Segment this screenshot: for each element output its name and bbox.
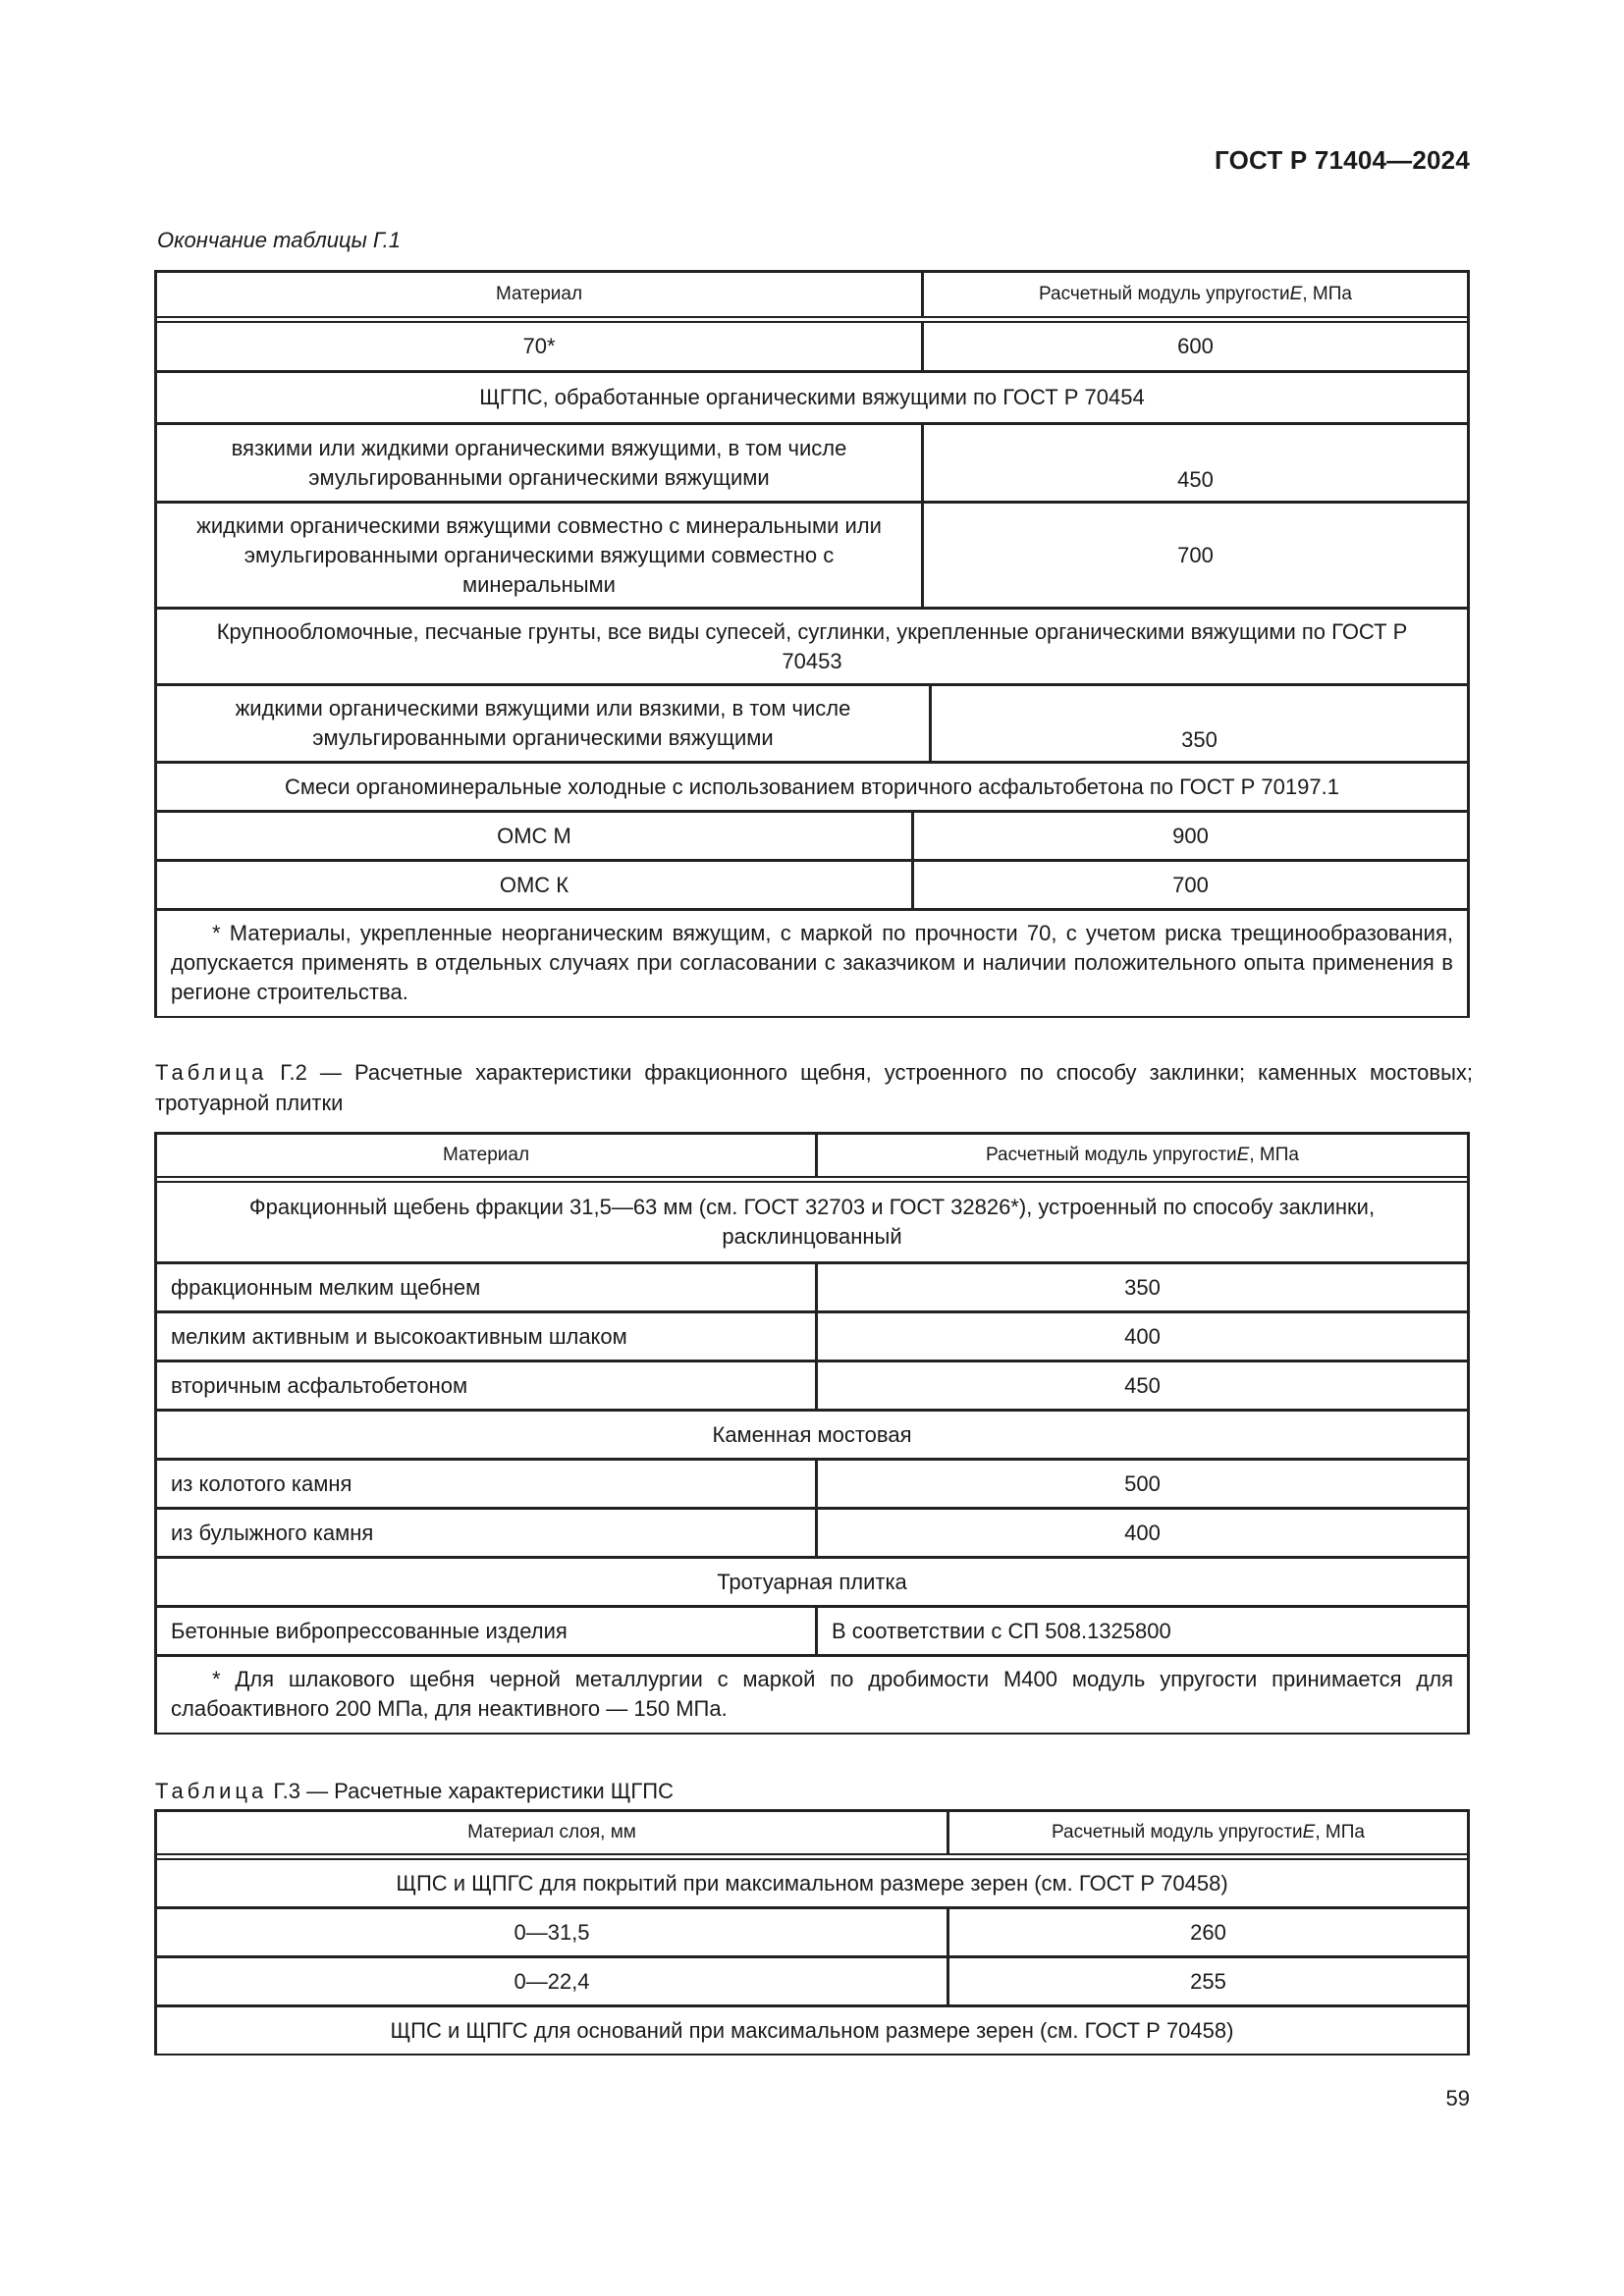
material-cell: из колотого камня (171, 1470, 352, 1496)
table-row (157, 1507, 1467, 1556)
table-row (157, 1360, 1467, 1409)
material-cell: мелким активным и высокоактивным шлаком (171, 1323, 627, 1349)
table2-caption (155, 1057, 1473, 1118)
column-header-modulus: Расчетный модуль упругости E , МПа (947, 1812, 1467, 1853)
group-heading: ЩГПС, обработанные органическими вяжущими по ГОСТ Р 70454 (479, 385, 1145, 409)
material-cell: ОМС М (497, 823, 571, 848)
group-heading: Смеси органоминеральные холодные с использованием вторичного асфальтобетона по ГОСТ Р 70197.1 (285, 774, 1339, 799)
table3-caption (155, 1776, 1473, 1806)
header-double-rule (157, 316, 1467, 323)
table-caption-text: Г.2 — Расчетные характеристики фракционного щебня, устроенного по способу заклинки; каменных мостовых; тротуарной плитки (155, 1060, 1473, 1115)
table-g3 (154, 1809, 1470, 2056)
table-row (157, 1310, 1467, 1360)
material-cell: 0—31,5 (514, 1919, 590, 1945)
table-caption-label: Таблица (155, 1060, 268, 1085)
value-cell: 500 (815, 1461, 1467, 1507)
column-header-modulus: Расчетный модуль упругости E , МПа (921, 273, 1467, 316)
value-cell: 450 (921, 425, 1467, 501)
table-header-row (157, 1812, 1467, 1853)
group-row (157, 1860, 1467, 1906)
material-cell: вторичным асфальтобетоном (171, 1372, 468, 1398)
table-header-row (157, 1135, 1467, 1176)
value-cell: 600 (921, 323, 1467, 370)
value-cell: 255 (947, 1958, 1467, 2004)
group-heading: ЩПС и ЩПГС для оснований при максимальном размере зерен (см. ГОСТ Р 70458) (390, 2017, 1234, 2043)
value-cell: 400 (815, 1313, 1467, 1360)
table-caption-label: Таблица (155, 1779, 268, 1803)
material-cell: фракционным мелким щебнем (171, 1274, 481, 1300)
footnote-row (157, 908, 1467, 1016)
header-double-rule (157, 1853, 1467, 1860)
value-cell: 260 (947, 1909, 1467, 1955)
table-row (157, 859, 1467, 908)
table-footnote: * Для шлакового щебня черной металлургии с маркой по дробимости М400 модуль упругости принимается для слабоактивного 200 МПа, для неактивного — 150 МПа. (171, 1667, 1453, 1721)
table-g2 (154, 1132, 1470, 1735)
value-cell: 900 (911, 813, 1467, 859)
group-row (157, 607, 1467, 683)
material-cell: вязкими или жидкими органическими вяжущими, в том числе эмульгированными органическими вяжущими (231, 435, 847, 490)
value-cell: 700 (921, 504, 1467, 607)
material-cell: Бетонные вибропрессованные изделия (171, 1618, 568, 1643)
material-cell: 70* (522, 334, 556, 358)
group-row (157, 1409, 1467, 1458)
table-row (157, 1261, 1467, 1310)
table-g1 (154, 270, 1470, 1018)
table-row (157, 1458, 1467, 1507)
group-row (157, 1183, 1467, 1261)
column-header-material: Материал (495, 284, 583, 304)
header-double-rule (157, 1176, 1467, 1183)
table-caption-text: Г.3 — Расчетные характеристики ЩГПС (267, 1779, 675, 1803)
table-footnote: * Материалы, укрепленные неорганическим вяжущим, с маркой по прочности 70, с учетом риска трещинообразования, допускается применять в отдельных случаях при согласовании с заказчиком и наличии положительного опыта применения в регионе строительства. (171, 921, 1453, 1004)
table-row (157, 1605, 1467, 1654)
value-cell: 450 (815, 1362, 1467, 1409)
table-row (157, 1955, 1467, 2004)
table-row (157, 422, 1467, 501)
group-heading: Крупнообломочные, песчаные грунты, все виды супесей, суглинки, укрепленные органическими вяжущими по ГОСТ Р 70453 (216, 618, 1408, 673)
group-heading: Фракционный щебень фракции 31,5—63 мм (см. ГОСТ 32703 и ГОСТ 32826*), устроенный по способу заклинки, расклинцованный (248, 1195, 1376, 1249)
material-cell: из булыжного камня (171, 1520, 374, 1545)
table-row (157, 810, 1467, 859)
column-header-material: Материал (442, 1145, 530, 1165)
material-cell: ОМС К (499, 872, 569, 897)
document-code: ГОСТ Р 71404—2024 (1215, 145, 1470, 175)
group-row (157, 761, 1467, 810)
table1-continuation-caption: Окончание таблицы Г.1 (157, 228, 401, 252)
group-heading: Каменная мостовая (712, 1421, 912, 1447)
group-heading: ЩПС и ЩПГС для покрытий при максимальном размере зерен (см. ГОСТ Р 70458) (396, 1870, 1228, 1896)
value-cell: В соответствии с СП 508.1325800 (815, 1608, 1467, 1654)
table-header-row (157, 273, 1467, 316)
material-cell: жидкими органическими вяжущими совместно с минеральными или эмульгированными органическими вяжущими совместно с минеральными (196, 512, 882, 597)
footnote-row (157, 1654, 1467, 1733)
material-cell: жидкими органическими вяжущими или вязкими, в том числе эмульгированными органическими вяжущими (235, 696, 851, 750)
table-row (157, 501, 1467, 607)
group-row (157, 1556, 1467, 1605)
page-number: 59 (1445, 2086, 1470, 2110)
group-row (157, 370, 1467, 422)
value-cell: 400 (815, 1510, 1467, 1556)
value-cell: 700 (911, 862, 1467, 908)
column-header-material: Материал слоя, мм (467, 1822, 636, 1842)
group-row (157, 2004, 1467, 2054)
material-cell: 0—22,4 (514, 1968, 590, 1994)
column-header-modulus: Расчетный модуль упругости E , МПа (815, 1135, 1467, 1176)
table-row (157, 1906, 1467, 1955)
table-row (157, 323, 1467, 370)
value-cell: 350 (929, 686, 1467, 761)
group-heading: Тротуарная плитка (717, 1569, 907, 1594)
value-cell: 350 (815, 1264, 1467, 1310)
table-row (157, 683, 1467, 761)
